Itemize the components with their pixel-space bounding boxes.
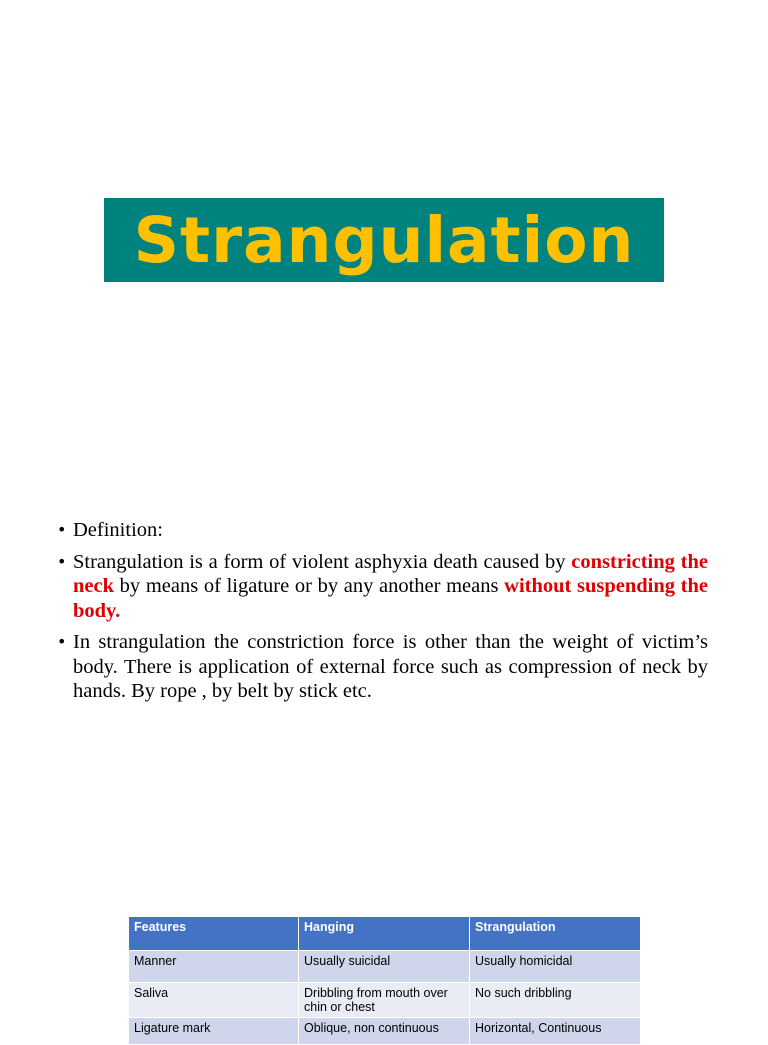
bullet-text: Definition: [73,519,163,541]
title-banner [104,198,664,282]
table-cell: Ligature mark [129,1018,299,1045]
bullet-dot-icon: • [57,520,67,539]
table-cell: Manner [129,951,299,983]
table-cell: No such dribbling [470,983,641,1018]
table-cell: Saliva [129,983,299,1018]
highlight-constricting-neck: constricting the neck [73,550,708,597]
bullet-item-constriction-force [57,630,708,704]
table-row [129,951,641,983]
table-cell: Usually homicidal [470,951,641,983]
table-row [129,983,641,1018]
table-cell: Horizontal, Continuous [470,1018,641,1045]
highlight-without-suspending: without suspending the body. [73,575,708,622]
bullet-dot-icon: • [57,632,67,651]
bullet-list [57,518,708,711]
bullet-dot-icon: • [57,551,67,571]
bullet-text-part2: by means of ligature or by any another means [114,575,505,597]
table-cell: Usually suicidal [299,951,470,983]
table-row [129,1018,641,1045]
column-header-features: Features [129,917,299,951]
page-title: Strangulation [133,203,635,277]
column-header-strangulation: Strangulation [470,917,641,951]
table-header-row [129,917,641,951]
bullet-item-definition [57,518,708,543]
bullet-text-part1: Strangulation is a form of violent asphyxia death caused by [73,550,572,573]
bullet-item-strangulation-definition [57,550,708,624]
comparison-table-wrapper [128,916,640,1035]
bullet-text: In strangulation the constriction force is other than the weight of victim’s body. There is application of external force such as compression of neck by hands. By rope , by belt by stick etc. [73,631,708,702]
column-header-hanging: Hanging [299,917,470,951]
table-cell: Oblique, non continuous [299,1018,470,1045]
comparison-table [128,916,641,1045]
table-cell: Dribbling from mouth over chin or chest [299,983,470,1018]
